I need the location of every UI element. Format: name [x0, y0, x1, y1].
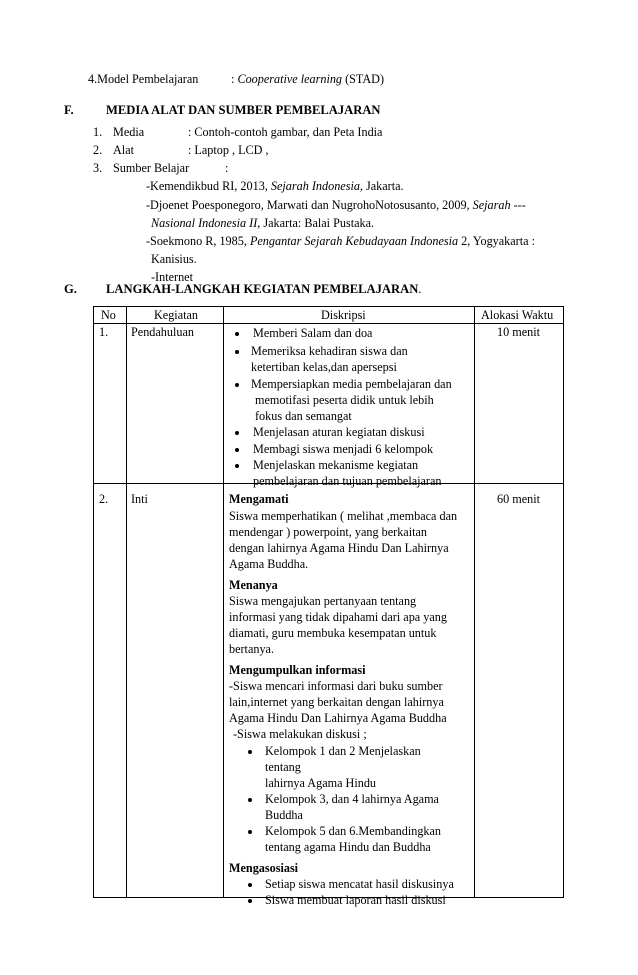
source-2-c: Nasional Indonesia II, [151, 216, 261, 230]
header-alokasi: Alokasi Waktu [481, 308, 554, 322]
source-3-a: -Soekmono R, 1985, [146, 234, 247, 248]
alat-num: 2. [93, 143, 103, 157]
kelompok-3-line-1: Kelompok 5 dan 6.Membandingkan [265, 824, 442, 838]
section-g-title: LANGKAH-LANGKAH KEGIATAN PEMBELAJARAN [106, 282, 419, 296]
row1-no: 1. [99, 325, 109, 339]
source-1-b: Sejarah Indonesia, [270, 179, 363, 193]
section-g-title-end: . [418, 282, 422, 296]
alat-label: Alat [113, 143, 134, 157]
row1-bullet-5: Membagi siswa menjadi 6 kelompok [253, 442, 434, 456]
heading-mengasosiasi: Mengasosiasi [229, 861, 299, 875]
source-3-d: Kanisius. [151, 252, 197, 266]
bullet-icon [235, 448, 239, 452]
kelompok-1-line-3: lahirnya Agama Hindu [265, 776, 377, 790]
mengamati-line-4: Agama Buddha. [229, 557, 309, 571]
table-border-left [93, 306, 94, 898]
header-no: No [101, 308, 116, 322]
source-2-d: Jakarta: Balai Pustaka. [263, 216, 375, 230]
source-1-c: Jakarta. [366, 179, 404, 193]
media-num: 1. [93, 125, 103, 139]
section-f-title: MEDIA ALAT DAN SUMBER PEMBELAJARAN [106, 103, 381, 117]
bullet-icon [235, 383, 239, 387]
bullet-icon [235, 332, 239, 336]
mengumpulkan-line-1: -Siswa mencari informasi dari buku sumber [229, 679, 443, 693]
source-3-c: 2, Yogyakarta : [461, 234, 535, 248]
heading-mengamati: Mengamati [229, 492, 289, 506]
source-2-a: -Djoenet Poesponegoro, Marwati dan NugrohoNotosusanto, 2009, [146, 198, 470, 212]
header-kegiatan: Kegiatan [154, 308, 198, 322]
sumber-label: Sumber Belajar [113, 161, 190, 175]
bullet-icon [248, 830, 252, 834]
section-f-letter: F. [64, 103, 74, 117]
heading-menanya: Menanya [229, 578, 278, 592]
row1-bullet-1: Memberi Salam dan doa [253, 326, 373, 340]
bullet-icon [248, 899, 252, 903]
mengumpulkan-line-2: lain,internet yang berkaitan dengan lahirnya [229, 695, 444, 709]
kelompok-3-line-2: tentang agama Hindu dan Buddha [265, 840, 431, 854]
bullet-icon [235, 464, 239, 468]
mengasosiasi-line-2: Siswa membuat laporan hasil diskusi [265, 893, 446, 907]
media-label: Media [113, 125, 145, 139]
source-1 [146, 179, 404, 194]
source-2-b: Sejarah --- [472, 198, 526, 212]
source-3-b: Pengantar Sejarah Kebudayaan Indonesia [249, 234, 459, 248]
kelompok-2-line-1: Kelompok 3, dan 4 lahirnya Agama [265, 792, 439, 806]
bullet-icon [248, 798, 252, 802]
row1-alokasi: 10 menit [497, 325, 540, 339]
row2-kegiatan: Inti [131, 492, 148, 506]
section-g-heading [106, 282, 421, 297]
row2-no: 2. [99, 492, 109, 506]
kelompok-1-line-1: Kelompok 1 dan 2 Menjelaskan [265, 744, 421, 758]
mengamati-line-1: Siswa memperhatikan ( melihat ,membaca dan [229, 509, 458, 523]
section-g-letter: G. [64, 282, 77, 296]
row1-bullet-4: Menjelasan aturan kegiatan diskusi [253, 425, 425, 439]
model-value-rest: (STAD) [345, 72, 385, 86]
mengumpulkan-line-4: -Siswa melakukan diskusi ; [233, 727, 367, 741]
sumber-num: 3. [93, 161, 103, 175]
kelompok-1-line-2: tentang [265, 760, 301, 774]
source-2 [146, 198, 526, 213]
row1-kegiatan: Pendahuluan [131, 325, 194, 339]
row1-bullet-3c: fokus dan semangat [255, 409, 352, 423]
alat-value: : Laptop , LCD , [188, 143, 269, 157]
activities-table [93, 306, 564, 907]
source-4: -Internet [151, 270, 193, 284]
row2-alokasi: 60 menit [497, 492, 540, 506]
menanya-line-1: Siswa mengajukan pertanyaan tentang [229, 594, 417, 608]
menanya-line-3: diamati, guru membuka kesempatan untuk [229, 626, 437, 640]
source-3 [146, 234, 535, 249]
model-value-italic: Cooperative learning [237, 72, 343, 86]
model-label: 4.Model Pembelajaran [88, 72, 199, 86]
row1-bullet-6b: pembelajaran dan tujuan pembelajaran [253, 474, 442, 488]
table-header-divider [93, 323, 564, 324]
bullet-icon [235, 431, 239, 435]
media-value: : Contoh-contoh gambar, dan Peta India [188, 125, 383, 139]
model-value [231, 72, 384, 87]
header-diskripsi: Diskripsi [321, 308, 366, 322]
table-col-divider-2 [223, 306, 224, 898]
source-1-a: -Kemendikbud RI, 2013, [146, 179, 268, 193]
menanya-line-2: informasi yang tidak dipahami dari apa yang [229, 610, 447, 624]
mengamati-line-3: dengan lahirnya Agama Hindu Dan Lahirnya [229, 541, 449, 555]
table-border-top [93, 306, 564, 307]
mengumpulkan-line-3: Agama Hindu Dan Lahirnya Agama Buddha [229, 711, 447, 725]
bullet-icon [248, 750, 252, 754]
bullet-icon [248, 883, 252, 887]
row1-bullet-3b: memotifasi peserta didik untuk lebih [255, 393, 434, 407]
row1-bullet-2b: ketertiban kelas,dan apersepsi [251, 360, 397, 374]
source-2-line2 [151, 216, 374, 231]
row1-bullet-3a: Mempersiapkan media pembelajaran dan [251, 377, 452, 391]
bullet-icon [235, 350, 239, 354]
row1-bullet-2a: Memeriksa kehadiran siswa dan [251, 344, 408, 358]
table-col-divider-3 [474, 306, 475, 898]
model-colon: : [231, 72, 235, 86]
kelompok-2-line-2: Buddha [265, 808, 303, 822]
row1-bullet-6a: Menjelaskan mekanisme kegiatan [253, 458, 419, 472]
heading-mengumpulkan-informasi: Mengumpulkan informasi [229, 663, 366, 677]
menanya-line-4: bertanya. [229, 642, 275, 656]
table-col-divider-1 [126, 306, 127, 898]
sumber-colon: : [225, 161, 229, 175]
mengamati-line-2: mendengar ) powerpoint, yang berkaitan [229, 525, 427, 539]
table-border-right [563, 306, 564, 898]
mengasosiasi-line-1: Setiap siswa mencatat hasil diskusinya [265, 877, 454, 891]
